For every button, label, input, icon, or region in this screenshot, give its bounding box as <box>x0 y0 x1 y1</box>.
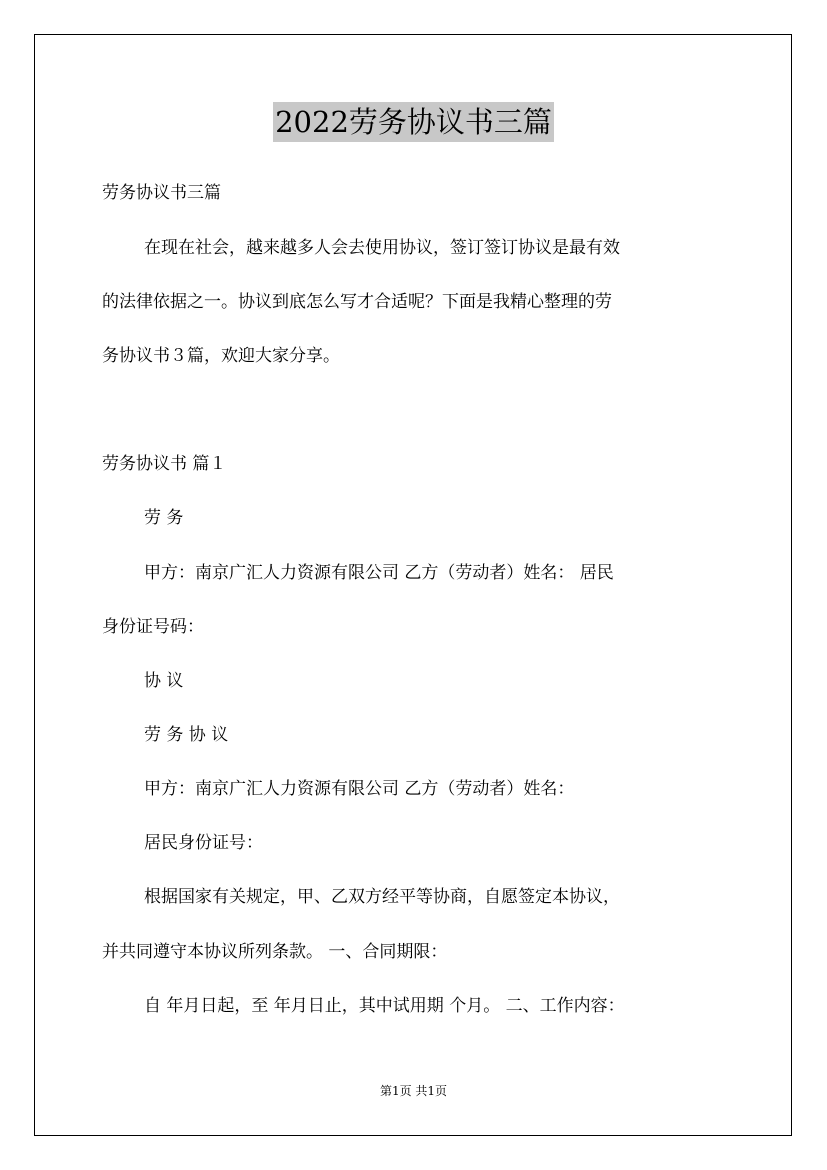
paragraph-line: 在现在社会，越来越多人会去使用协议，签订签订协议是最有效 <box>144 238 620 258</box>
paragraph-line: 协 议 <box>144 671 184 691</box>
paragraph-line: 劳 务 协 议 <box>144 725 229 745</box>
section-heading: 劳务协议书三篇 <box>102 183 221 203</box>
document-title: 2022劳务协议书三篇 <box>273 102 554 142</box>
paragraph-line: 的法律依据之一。协议到底怎么写才合适呢？下面是我精心整理的劳 <box>102 292 612 312</box>
paragraph-line: 甲方：南京广汇人力资源有限公司 乙方（劳动者）姓名： 居民 <box>144 563 614 583</box>
paragraph-line: 并共同遵守本协议所列条款。 一、合同期限： <box>102 942 448 962</box>
paragraph-line: 劳 务 <box>144 508 184 528</box>
paragraph-line: 身份证号码： <box>102 617 204 637</box>
section-heading: 劳务协议书 篇１ <box>102 454 227 474</box>
paragraph-line: 自 年月日起，至 年月日止，其中试用期 个月。 二、工作内容： <box>144 996 625 1016</box>
title-container <box>0 102 827 142</box>
paragraph-line: 根据国家有关规定，甲、乙双方经平等协商，自愿签定本协议， <box>144 887 620 907</box>
page-number: 第1页 共1页 <box>379 1084 448 1098</box>
paragraph-line: 务协议书３篇，欢迎大家分享。 <box>102 346 340 366</box>
paragraph-line: 甲方：南京广汇人力资源有限公司 乙方（劳动者）姓名： <box>144 779 575 799</box>
paragraph-line: 居民身份证号： <box>144 833 263 853</box>
